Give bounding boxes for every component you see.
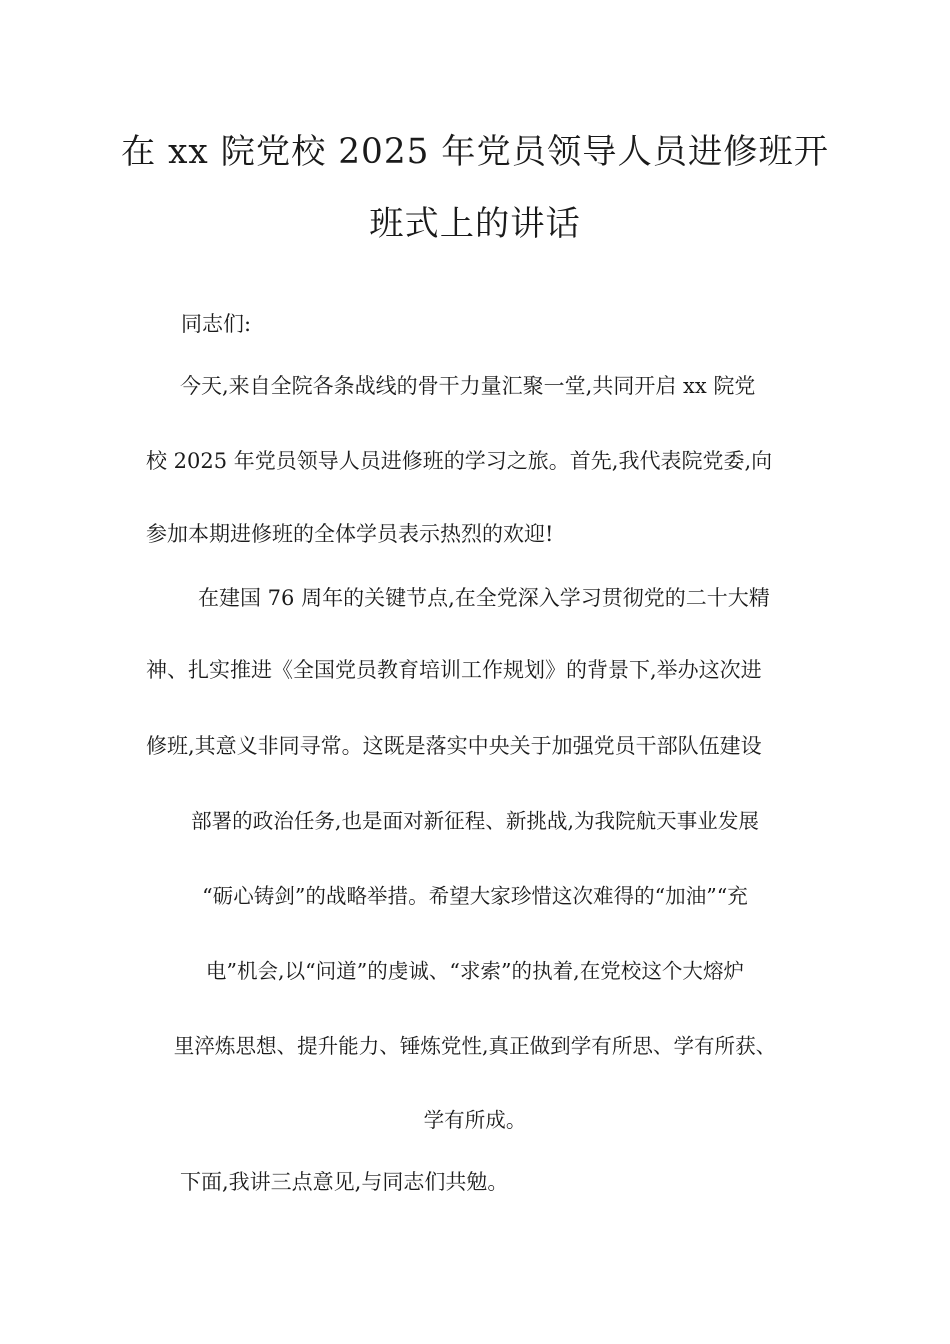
paragraph-2-line-4: 部署的政治任务,也是面对新征程、新挑战,为我院航天事业发展 [191, 809, 759, 833]
paragraph-2-line-2: 神、扎实推进《全国党员教育培训工作规划》的背景下,举办这次进 [146, 658, 762, 682]
document-title-line-2: 班式上的讲话 [369, 204, 581, 244]
paragraph-1-line-1: 今天,来自全院各条战线的骨干力量汇聚一堂,共同开启 xx 院党 [180, 374, 756, 398]
paragraph-2-line-5: “砺心铸剑”的战略举措。希望大家珍惜这次难得的“加油”“充 [202, 884, 748, 908]
paragraph-2-line-8: 学有所成。 [423, 1108, 527, 1132]
salutation: 同志们: [181, 312, 252, 336]
paragraph-1-line-2: 校 2025 年党员领导人员进修班的学习之旅。首先,我代表院党委,向 [146, 449, 773, 473]
paragraph-2-line-3: 修班,其意义非同寻常。这既是落实中央关于加强党员干部队伍建设 [146, 734, 762, 758]
document-title-line-1: 在 xx 院党校 2025 年党员领导人员进修班开 [120, 132, 830, 172]
paragraph-1-line-3: 参加本期进修班的全体学员表示热烈的欢迎! [146, 522, 554, 546]
paragraph-2-line-6: 电”机会,以“问道”的虔诚、“求索”的执着,在党校这个大熔炉 [205, 959, 745, 983]
paragraph-2-line-1: 在建国 76 周年的关键节点,在全党深入学习贯彻党的二十大精 [198, 586, 770, 610]
paragraph-3-line-1: 下面,我讲三点意见,与同志们共勉。 [180, 1170, 509, 1194]
paragraph-2-line-7: 里淬炼思想、提升能力、锤炼党性,真正做到学有所思、学有所获、 [173, 1034, 777, 1058]
